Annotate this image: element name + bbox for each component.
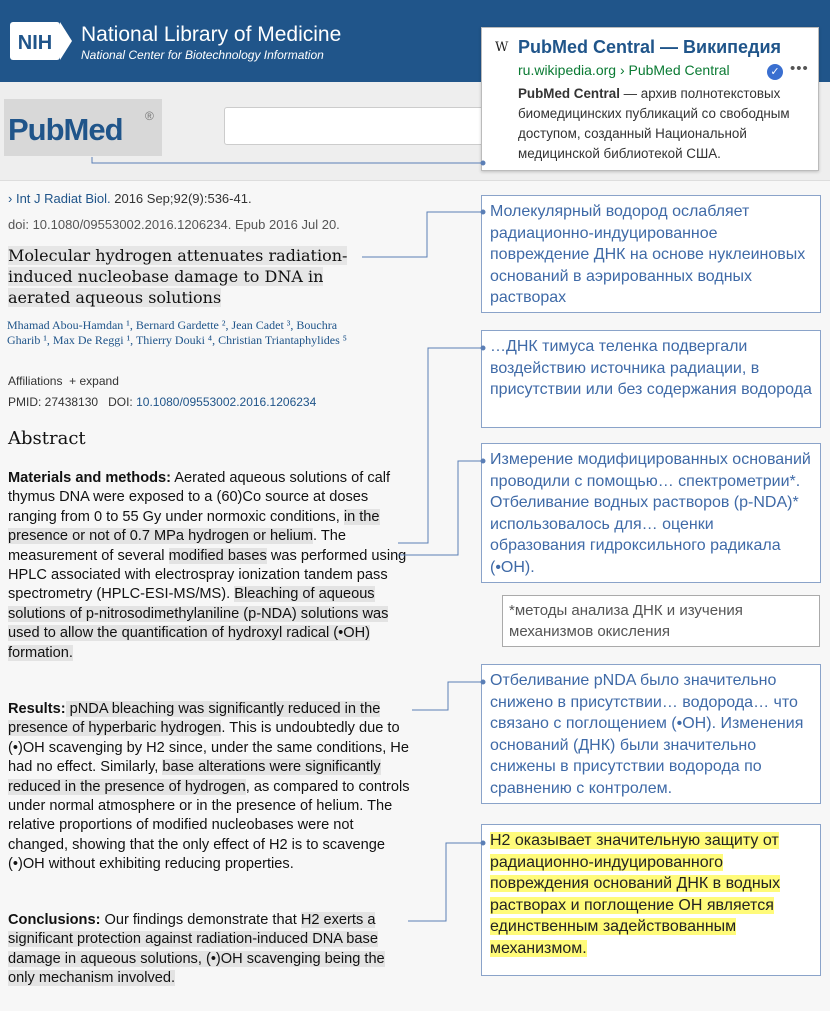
methods-footnote: *методы анализа ДНК и изучения механизмов окисления [502, 595, 820, 647]
annotation-title: Молекулярный водород ослабляет радиационно-индуцированное повреждение ДНК на основе нуклеиновых оснований в аэрированных водных растворах [481, 195, 821, 313]
abstract-conclusions: Conclusions: Our findings demonstrate that H2 exerts a significant protection against radiation-induced DNA base damage in aqueous solutions, (•)OH scavenging being the only mechanism involved. [8, 912, 385, 987]
article-title: Molecular hydrogen attenuates radiation-induced nucleobase damage to DNA in aerated aqueous solutions [8, 246, 348, 307]
wiki-title[interactable]: PubMed Central — Википедия [518, 37, 782, 57]
abstract-heading: Abstract [8, 428, 86, 449]
pmid: PMID: 27438130 [8, 395, 99, 409]
annotation-methods-1: …ДНК тимуса теленка подвергали воздействию источника радиации, в присутствии или без содержания водорода [481, 330, 821, 428]
doi-link[interactable]: 10.1080/09553002.2016.1206234 [136, 395, 317, 409]
nlm-title[interactable]: National Library of Medicine [81, 23, 342, 46]
wiki-description: PubMed Central — архив полнотекстовых биомедицинских публикаций со свободным доступом, созданный Национальной медицинской библиотекой США. [518, 86, 790, 161]
author-list[interactable]: Mhamad Abou-Hamdan ¹, Bernard Gardette ², Jean Cadet ³, Bouchra Gharib ¹, Max De Reggi ¹, Thierry Douki ⁴, Christian Triantaphylides ⁵ [7, 318, 347, 347]
abstract-results: Results: pNDA bleaching was significantly reduced in the presence of hyperbaric hydrogen. This is undoubtedly due to (•)OH scavenging by H2 since, under the same conditions, He had no effect. Similarly, base alterations were significantly reduced in the presence of hydrogen, as compared to controls under normal atmosphere or in the presence of helium. The relative proportions of modified nucleobases were not changed, showing that the only effect of H2 is to scavenge (•)OH without exhibiting reducing properties. [8, 701, 410, 873]
annotation-results: Отбеливание pNDA было значительно снижено в присутствии… водорода… что связано с поглощением (•OH). Изменения оснований (ДНК) были значительно снижены в присутствии водорода по сравнению с контролем. [481, 664, 821, 804]
verified-check-icon: ✓ [767, 64, 783, 80]
annotation-conclusions: H2 оказывает значительную защиту от радиационно-индуцированного повреждения оснований ДНК в водных растворах и поглощение OH является единственным задействованным механизмом. [481, 824, 821, 976]
ncbi-subtitle: National Center for Biotechnology Information [81, 48, 324, 62]
registered-mark: ® [145, 109, 154, 123]
more-options-icon[interactable]: ••• [790, 60, 809, 77]
doi-line: doi: 10.1080/09553002.2016.1206234. Epub 2016 Jul 20. [8, 217, 340, 232]
affiliations-toggle[interactable]: Affiliations + expand [8, 374, 119, 388]
svg-text:NIH: NIH [17, 32, 53, 54]
annotation-methods-2: Измерение модифицированных оснований проводили с помощью… спектрометрии*. Отбеливание водных растворов (p-NDA)* использовалось для… оценки образования гидроксильного радикала (•OH). [481, 443, 821, 583]
chevron-right-icon[interactable]: › [8, 191, 13, 206]
journal-link[interactable]: Int J Radiat Biol. [15, 191, 111, 206]
citation-text: 2016 Sep;92(9):536-41. [110, 191, 252, 206]
wiki-url[interactable]: ru.wikipedia.org › PubMed Central [518, 62, 730, 78]
abstract-methods: Materials and methods: Aerated aqueous solutions of calf thymus DNA were exposed to a (60)Co source at doses ranging from 0 to 55 Gy under normoxic conditions, in the presence or not of 0.7 MPa hydrogen or helium. The measurement of several modified bases was performed using HPLC associated with electrospray ionization tandem pass spectrometry (HPLC-ESI-MS/MS). Bleaching of aqueous solutions of p-nitrosodimethylaniline (p-NDA) solutions was used to allow the quantification of hydroxyl radical (•OH) formation. [8, 470, 407, 661]
pubmed-logo-text: PubMed [8, 112, 123, 147]
pmid-line: PMID: 27438130 DOI: 10.1080/09553002.2016.1206234 [8, 395, 317, 409]
expand-button[interactable]: + expand [69, 374, 119, 388]
wikipedia-icon: W [495, 40, 509, 55]
